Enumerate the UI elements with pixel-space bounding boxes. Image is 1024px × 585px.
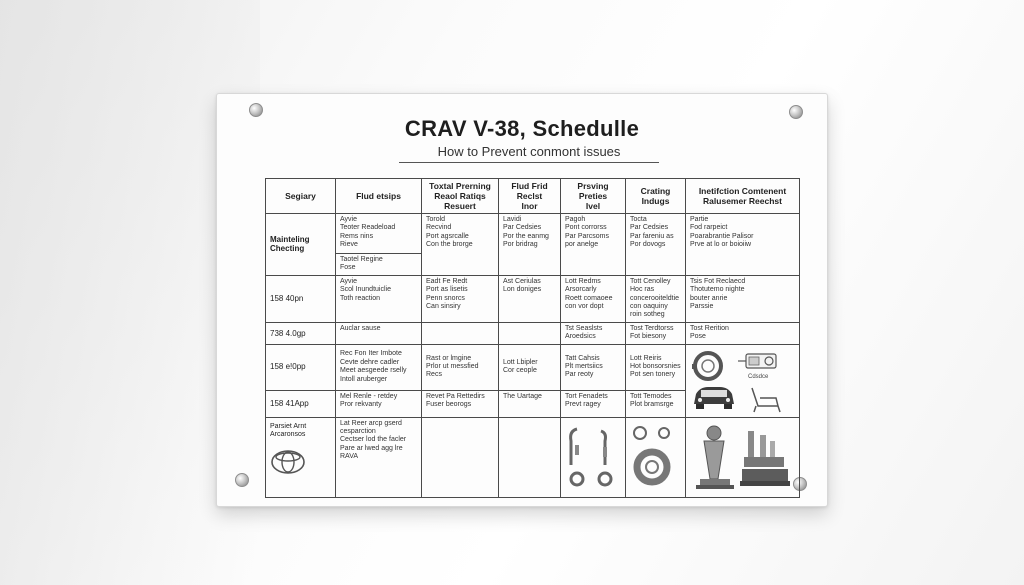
table-cell	[422, 417, 499, 497]
row-label: 158 41App	[266, 390, 336, 417]
table-cell: Revet Pa Rettedirs Fuser beorogs	[422, 390, 499, 417]
table-row	[266, 275, 800, 322]
table-cell: Tost Rerition Pose	[686, 322, 800, 344]
screw-bottom-left-icon	[235, 473, 249, 487]
board-subtitle: How to Prevent conmont issues	[399, 144, 659, 163]
seat-icon	[752, 388, 780, 412]
column-header: Prsving Preties Ivel	[561, 179, 626, 214]
hydraulic-lift-icon	[696, 426, 734, 489]
board-title: CRAV V-38, Schedulle	[404, 116, 640, 141]
row-label-text: Parsiet Arnt Arcaronsos	[270, 422, 307, 439]
table-cell: Tatt Cahsis Plt mertsiics Par reoty	[561, 344, 626, 390]
circular-gauge-icon	[692, 353, 721, 379]
table-row	[266, 344, 800, 390]
column-header: Toxtal Prerning Reaol Ratiqs Resuert	[422, 179, 499, 214]
row-label: 158 40pn	[266, 275, 336, 322]
row-label: 158 e!0pp	[266, 344, 336, 390]
table-header-row	[266, 179, 800, 214]
table-cell: Tort Fenadets Prevt ragey	[561, 390, 626, 417]
column-header: Inetifction Comtenent Ralusemer Reechst	[686, 179, 800, 214]
table-cell: Ayvie Scol Inundtuiclie Toth reaction	[336, 275, 422, 322]
table-cell	[499, 322, 561, 344]
oval-emblem-logo-icon	[270, 449, 306, 475]
control-unit-icon	[738, 354, 776, 368]
table-cell: Tocta Par Cedsies Par fareniu as Por dovogs	[626, 214, 686, 276]
bench-machine-icon	[740, 431, 790, 486]
row-label: 738 4.0gp	[266, 322, 336, 344]
icon-group	[686, 346, 798, 416]
icons-cell	[686, 344, 800, 417]
ring-gasket-icon	[626, 421, 684, 493]
lift-and-machine-icons	[686, 421, 798, 493]
table-cell: Eadt Fe Redt Port as lisetis Penn snorcs Can sinsiry	[422, 275, 499, 322]
icon-cell	[561, 417, 626, 497]
table-cell: Rec Fon Iter Imbote Cevte dehre cadler Meet aesgeede rselly Intoll aruberger	[336, 344, 422, 390]
table-cell: Lavidi Par Cedsies Por the eanmg Por bridrag	[499, 214, 561, 276]
table-cell: Taotel Regine Fose	[336, 254, 422, 276]
table-cell: Pagoh Pont corrorss Par Parcsoms por anelge	[561, 214, 626, 276]
table-cell: Auclar sause	[336, 322, 422, 344]
table-cell: Tst Seaslsts Aroedsics	[561, 322, 626, 344]
column-header: Flud etsips	[336, 179, 422, 214]
table-cell	[422, 322, 499, 344]
table-cell: Tott Temodes Plot bramsrge	[626, 390, 686, 417]
table-row	[266, 417, 800, 497]
column-header: Crating Indugs	[626, 179, 686, 214]
table-cell: Lott Reiris Hot bonsorsnies Pot sen tonery	[626, 344, 686, 390]
table-cell: Rast or lmgine Prlor ut messfied Recs	[422, 344, 499, 390]
table-cell: Lat Reer arcp gserd cesparction Cectser lod the facler Pare ar lwed agg lre RAVA	[336, 417, 422, 497]
table-cell: Ast Ceriulas Lon doniges	[499, 275, 561, 322]
icon-caption: Cdsdce	[748, 373, 769, 380]
screw-top-left-icon	[249, 103, 263, 117]
table-cell: Partie Fod rarpeict Poarabrantie Palisor Prve at lo or boioiiw	[686, 214, 800, 276]
icon-cell	[626, 417, 686, 497]
table-cell: Tott Cenolley Hoc ras concerooiteldtie con oaquiny roin sotheg	[626, 275, 686, 322]
row-label	[266, 417, 336, 497]
schedule-table	[265, 178, 800, 498]
car-front-icon	[694, 387, 734, 409]
table-cell: The Uartage	[499, 390, 561, 417]
table-cell: Lott Lbipler Cor ceople	[499, 344, 561, 390]
table-cell	[499, 417, 561, 497]
row-label: Mainteling Checting	[266, 214, 336, 276]
pipe-fittings-icon	[561, 421, 623, 493]
table-row	[266, 214, 800, 254]
table-cell: Ayvie Teoter Readeload Rems nins Rieve	[336, 214, 422, 254]
column-header: Segiary	[266, 179, 336, 214]
table-cell: Lott Redms Arsorcarly Roett comaoee con vor dopt	[561, 275, 626, 322]
icon-cell	[686, 417, 800, 497]
table-row	[266, 322, 800, 344]
schedule-board	[216, 93, 828, 507]
table-cell: Mel Renle - retdey Pror rekvanty	[336, 390, 422, 417]
table-cell: Tost Terdtorss Fot biesony	[626, 322, 686, 344]
column-header: Flud Frid Reclst Inor	[499, 179, 561, 214]
table-cell: Tsis Fot Reclaecd Thotutemo nighte bouter anrie Parssie	[686, 275, 800, 322]
table-cell: Torold Recvind Port agsrcalle Con the brorge	[422, 214, 499, 276]
